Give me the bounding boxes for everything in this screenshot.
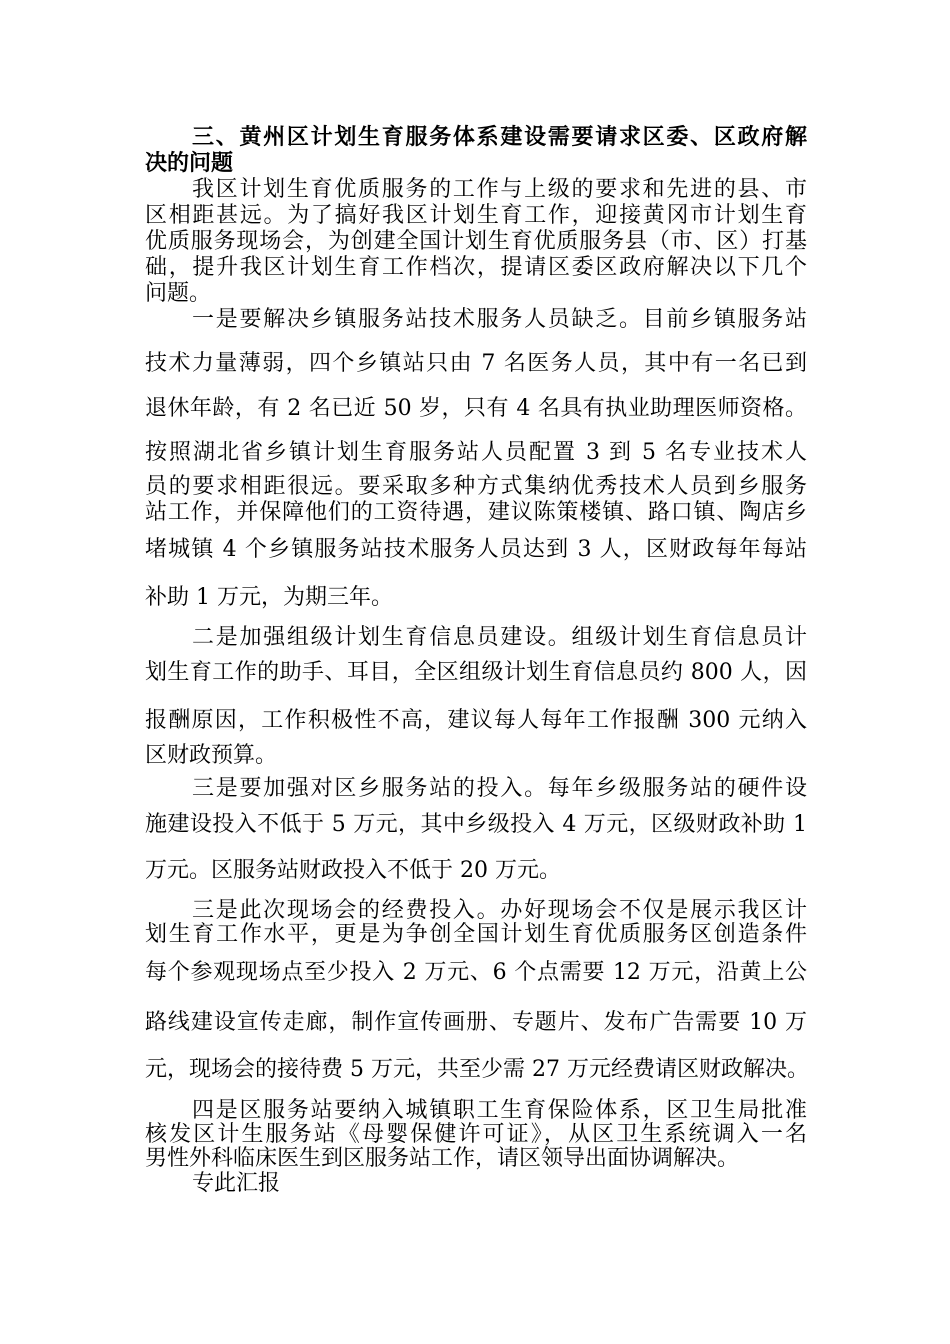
paragraph-6-line-2: 核发区计生服务站《母婴保健许可证》，从区卫生系统调入一名 bbox=[145, 1122, 807, 1147]
closing-remark: 专此汇报 bbox=[192, 1171, 281, 1196]
paragraph-4-line-3: 万元。区服务站财政投入不低于 20 万元。 bbox=[145, 858, 561, 883]
paragraph-2-line-4: 按照湖北省乡镇计划生育服务站人员配置 3 到 5 名专业技术人 bbox=[145, 440, 807, 465]
paragraph-4-line-1: 三是要加强对区乡服务站的投入。每年乡级服务站的硬件设 bbox=[192, 776, 807, 801]
paragraph-2-line-1: 一是要解决乡镇服务站技术服务人员缺乏。目前乡镇服务站 bbox=[192, 307, 807, 332]
paragraph-2-line-8: 补助 1 万元，为期三年。 bbox=[145, 585, 393, 610]
section-heading-line-1: 三、黄州区计划生育服务体系建设需要请求区委、区政府解 bbox=[192, 124, 807, 150]
paragraph-5-line-4: 路线建设宣传走廊，制作宣传画册、专题片、发布广告需要 10 万 bbox=[145, 1010, 807, 1035]
paragraph-6-line-1: 四是区服务站要纳入城镇职工生育保险体系，区卫生局批准 bbox=[192, 1098, 807, 1123]
paragraph-5-line-2: 划生育工作水平，更是为争创全国计划生育优质服务区创造条件 bbox=[145, 922, 807, 947]
paragraph-3-line-3: 报酬原因，工作积极性不高，建议每人每年工作报酬 300 元纳入 bbox=[145, 708, 807, 733]
paragraph-1-line-2: 区相距甚远。为了搞好我区计划生育工作，迎接黄冈市计划生育 bbox=[145, 203, 807, 228]
section-heading-line-2: 决的问题 bbox=[145, 150, 234, 176]
paragraph-1-line-5: 问题。 bbox=[145, 281, 212, 306]
paragraph-5-line-5: 元，现场会的接待费 5 万元，共至少需 27 万元经费请区财政解决。 bbox=[145, 1057, 809, 1082]
paragraph-5-line-3: 每个参观现场点至少投入 2 万元、6 个点需要 12 万元，沿黄上公 bbox=[145, 960, 807, 985]
paragraph-2-line-7: 堵城镇 4 个乡镇服务站技术服务人员达到 3 人，区财政每年每站 bbox=[145, 537, 807, 562]
paragraph-2-line-6: 站工作，并保障他们的工资待遇，建议陈策楼镇、路口镇、陶店乡 bbox=[145, 500, 807, 525]
paragraph-2-line-3: 退休年龄，有 2 名已近 50 岁，只有 4 名具有执业助理医师资格。 bbox=[145, 396, 807, 421]
paragraph-1-line-4: 础，提升我区计划生育工作档次，提请区委区政府解决以下几个 bbox=[145, 255, 807, 280]
paragraph-1-line-3: 优质服务现场会，为创建全国计划生育优质服务县（市、区）打基 bbox=[145, 229, 807, 254]
paragraph-1-line-1: 我区计划生育优质服务的工作与上级的要求和先进的县、市 bbox=[192, 177, 807, 202]
paragraph-3-line-2: 划生育工作的助手、耳目，全区组级计划生育信息员约 800 人，因 bbox=[145, 660, 807, 685]
paragraph-3-line-4: 区财政预算。 bbox=[145, 743, 278, 768]
paragraph-4-line-2: 施建设投入不低于 5 万元，其中乡级投入 4 万元，区级财政补助 1 bbox=[145, 812, 807, 837]
paragraph-2-line-2: 技术力量薄弱，四个乡镇站只由 7 名医务人员，其中有一名已到 bbox=[145, 351, 807, 376]
paragraph-6-line-3: 男性外科临床医生到区服务站工作，请区领导出面协调解决。 bbox=[145, 1146, 740, 1171]
paragraph-3-line-1: 二是加强组级计划生育信息员建设。组级计划生育信息员计 bbox=[192, 625, 807, 650]
paragraph-5-line-1: 三是此次现场会的经费投入。办好现场会不仅是展示我区计 bbox=[192, 898, 807, 923]
paragraph-2-line-5: 员的要求相距很远。要采取多种方式集纳优秀技术人员到乡服务 bbox=[145, 474, 807, 499]
